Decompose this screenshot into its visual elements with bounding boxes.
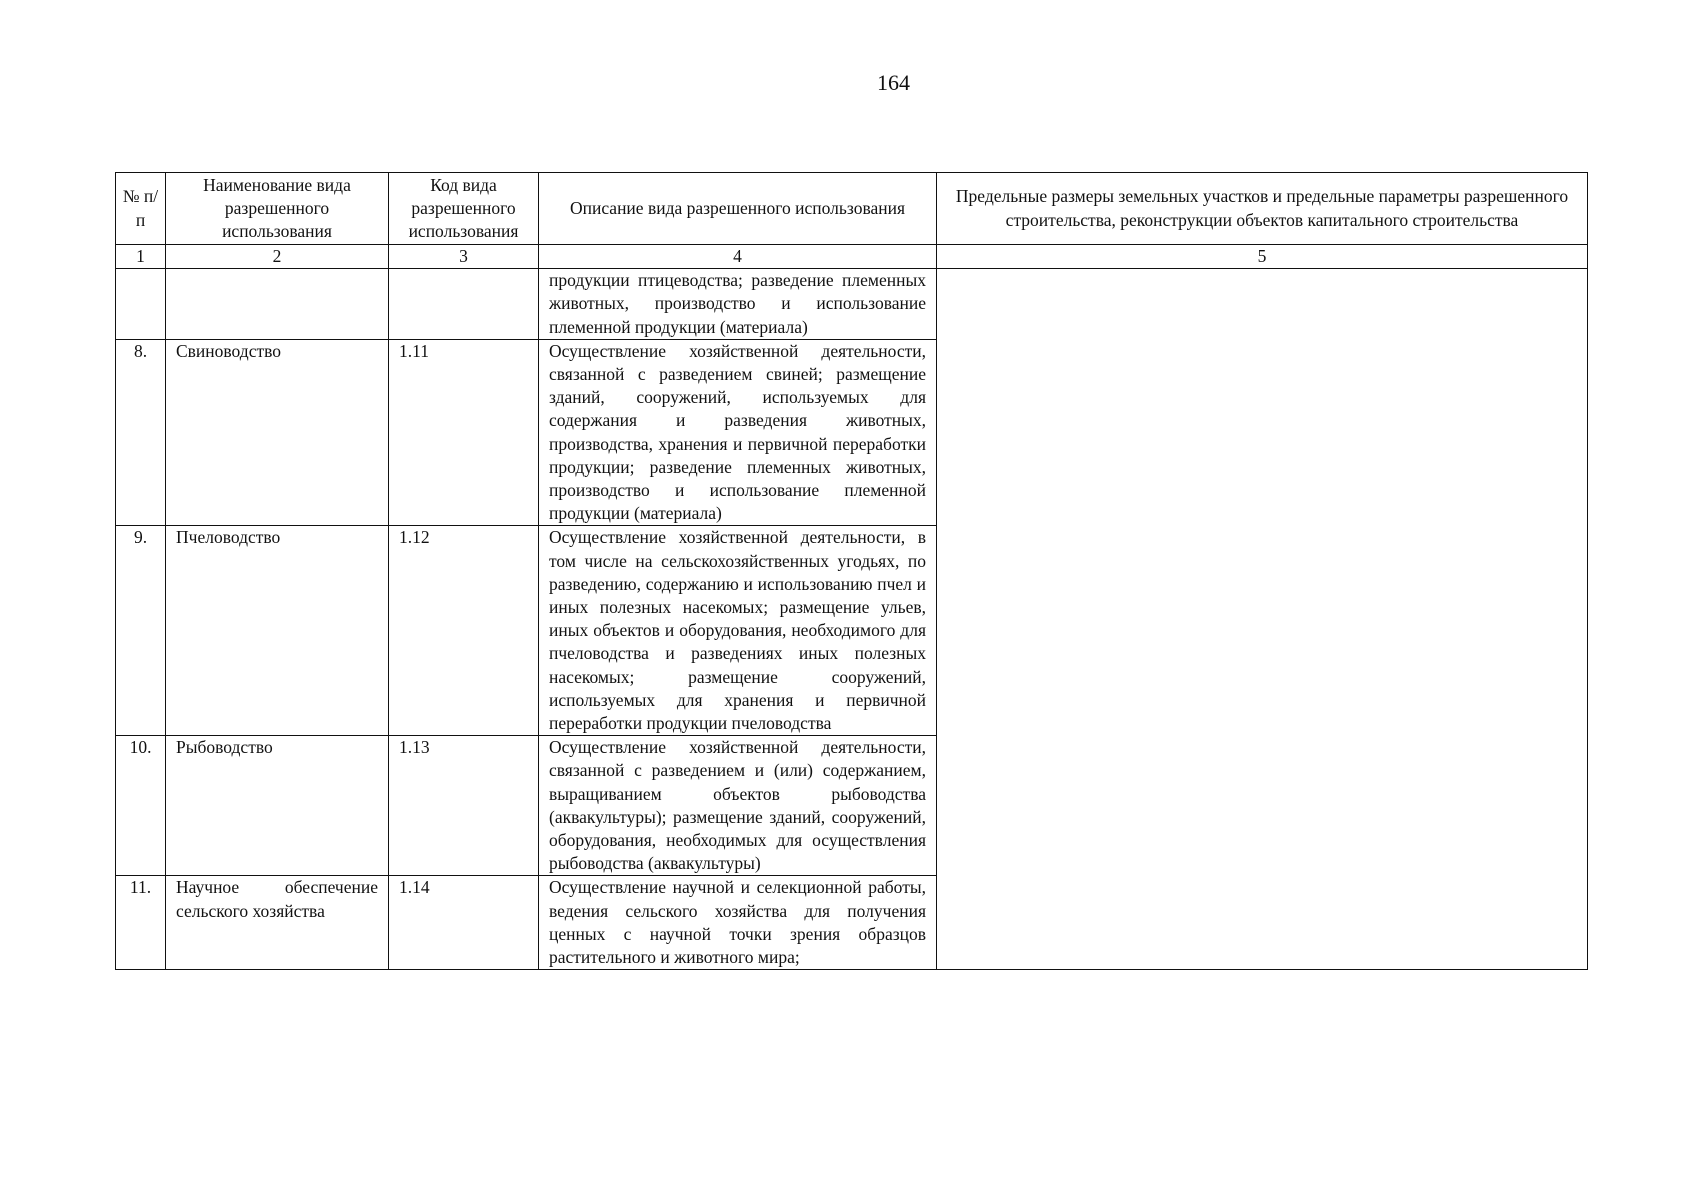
row-num: 11. xyxy=(116,876,166,970)
row-code: 1.12 xyxy=(389,526,539,736)
permitted-use-table xyxy=(115,172,1588,970)
row-desc: Осуществление хозяйственной деятельности, связанной с разведением свиней; размещение зданий, сооружений, используемых для содержания и разведения животных, производства, хранения и первичной переработки продукции; разведение племенных животных, производство и использование племенной продукции (материала) xyxy=(539,339,937,526)
row-name xyxy=(166,269,389,340)
row-name: Рыбоводство xyxy=(166,736,389,876)
column-number: 4 xyxy=(539,245,937,269)
table-row xyxy=(116,269,1588,340)
row-num: 8. xyxy=(116,339,166,526)
page-number: 164 xyxy=(877,70,910,95)
row-code: 1.13 xyxy=(389,736,539,876)
header-desc: Описание вида разрешенного использования xyxy=(539,173,937,245)
row-desc: продукции птицеводства; разведение племенных животных, производство и использование племенной продукции (материала) xyxy=(539,269,937,340)
table-header-row xyxy=(116,173,1588,245)
row-num: 10. xyxy=(116,736,166,876)
row-code xyxy=(389,269,539,340)
header-name: Наименование вида разрешенного использования xyxy=(166,173,389,245)
column-number-row xyxy=(116,245,1588,269)
row-desc: Осуществление научной и селекционной работы, ведения сельского хозяйства для получения ценных с научной точки зрения образцов растительного и животного мира; xyxy=(539,876,937,970)
column-number: 1 xyxy=(116,245,166,269)
row-desc: Осуществление хозяйственной деятельности, связанной с разведением и (или) содержанием, выращиванием объектов рыбоводства (аквакультуры); размещение зданий, сооружений, оборудования, необходимых для осуществления рыбоводства (аквакультуры) xyxy=(539,736,937,876)
header-params: Предельные размеры земельных участков и предельные параметры разрешенного строительства, реконструкции объектов капитального строительства xyxy=(937,173,1588,245)
header-num: № п/п xyxy=(116,173,166,245)
row-name: Научное обеспечение сельского хозяйства xyxy=(166,876,389,970)
column-number: 2 xyxy=(166,245,389,269)
row-num: 9. xyxy=(116,526,166,736)
column-number: 3 xyxy=(389,245,539,269)
column-number: 5 xyxy=(937,245,1588,269)
params-cell xyxy=(937,269,1588,970)
row-code: 1.11 xyxy=(389,339,539,526)
row-num xyxy=(116,269,166,340)
row-code: 1.14 xyxy=(389,876,539,970)
row-name: Пчеловодство xyxy=(166,526,389,736)
header-code: Код вида разрешенного использования xyxy=(389,173,539,245)
row-desc: Осуществление хозяйственной деятельности, в том числе на сельскохозяйственных угодьях, по разведению, содержанию и использованию пчел и иных полезных насекомых; размещение ульев, иных объектов и оборудования, необходимого для пчеловодства и разведениях иных полезных насекомых; размещение сооружений, используемых для хранения и первичной переработки продукции пчеловодства xyxy=(539,526,937,736)
row-name: Свиноводство xyxy=(166,339,389,526)
